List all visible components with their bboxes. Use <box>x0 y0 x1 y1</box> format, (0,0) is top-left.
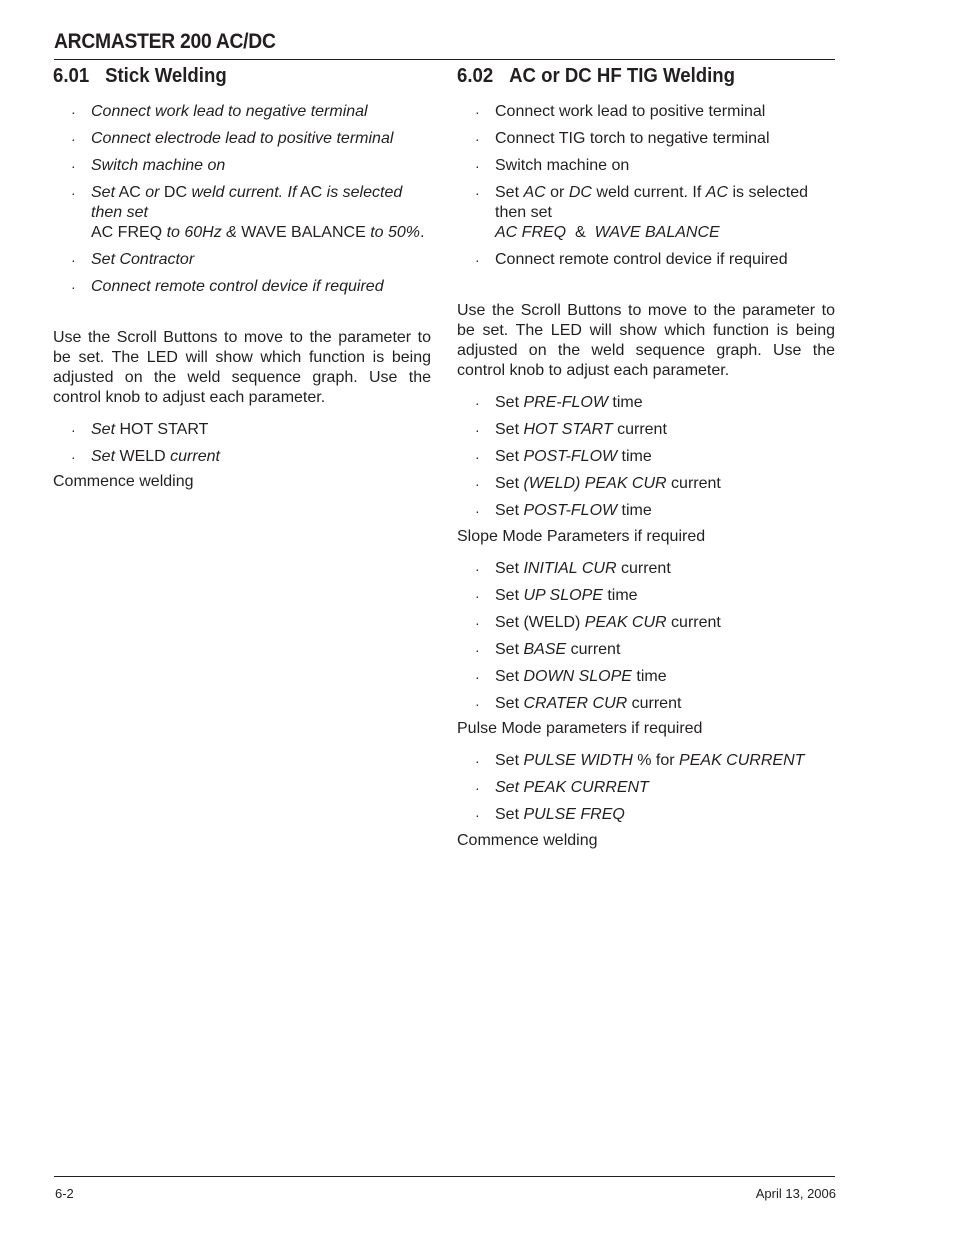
bullet: · <box>71 131 76 147</box>
list-item: · Switch machine on <box>475 157 630 174</box>
bullet: · <box>71 158 76 174</box>
section-title: AC or DC HF TIG Welding <box>509 65 736 87</box>
header-title: ARCMASTER 200 AC/DC <box>54 30 276 53</box>
list-item: · Set POST-FLOW time <box>475 502 652 519</box>
parameter-steps <box>457 393 835 521</box>
bullet: · <box>475 561 480 577</box>
instruction-paragraph: Use the Scroll Buttons to move to the parameter to be set. The LED will show which function is being adjusted on the weld sequence graph. Use the control knob to adjust each parameter. <box>53 329 431 406</box>
bullet: · <box>71 185 76 201</box>
section-tig-welding <box>457 62 835 851</box>
bullet: · <box>71 104 76 120</box>
list-item: · Set PULSE WIDTH % for PEAK CURRENT <box>475 752 805 769</box>
bullet: · <box>475 185 480 201</box>
bullet: · <box>475 395 480 411</box>
bullet: · <box>475 588 480 604</box>
setup-steps <box>457 102 835 270</box>
list-item: · Connect TIG torch to negative terminal <box>475 130 770 147</box>
section-stick-welding <box>53 62 431 492</box>
bullet: · <box>71 279 76 295</box>
bullet: · <box>475 642 480 658</box>
footer-rule <box>54 1176 835 1177</box>
pulse-mode-label: Pulse Mode parameters if required <box>457 720 703 737</box>
setup-steps <box>53 102 431 297</box>
list-item: · Set INITIAL CUR current <box>475 560 671 577</box>
page-number: 6-2 <box>55 1186 74 1201</box>
header-rule <box>54 59 835 60</box>
bullet: · <box>475 131 480 147</box>
bullet: · <box>475 753 480 769</box>
list-item: · Set DOWN SLOPE time <box>475 668 667 685</box>
list-item: · Connect remote control device if required <box>475 251 788 268</box>
bullet: · <box>71 449 76 465</box>
bullet: · <box>475 696 480 712</box>
bullet: · <box>71 252 76 268</box>
instruction-paragraph: Use the Scroll Buttons to move to the parameter to be set. The LED will show which function is being adjusted on the weld sequence graph. Use the control knob to adjust each parameter. <box>457 302 835 379</box>
list-item: · Set Contractor <box>71 251 195 268</box>
list-item: · Set HOT START current <box>475 421 667 438</box>
list-item: · Connect work lead to negative terminal <box>71 103 368 120</box>
list-item: · Set HOT START <box>71 421 209 438</box>
bullet: · <box>475 104 480 120</box>
bullet: · <box>475 449 480 465</box>
section-title: Stick Welding <box>105 65 227 87</box>
commence-text: Commence welding <box>53 473 194 490</box>
bullet: · <box>71 422 76 438</box>
list-item: · Set PRE-FLOW time <box>475 394 643 411</box>
list-item: · Set (WELD) PEAK CUR current <box>475 614 721 631</box>
commence-text: Commence welding <box>457 832 598 849</box>
list-item: · Set PULSE FREQ <box>475 806 625 823</box>
bullet: · <box>475 252 480 268</box>
list-item: · Connect electrode lead to positive terminal <box>71 130 394 147</box>
list-item: · Set AC or DC weld current. If AC is selected then set AC FREQ & WAVE BALANCE <box>475 184 809 241</box>
bullet: · <box>475 669 480 685</box>
section-number: 6.01 <box>53 65 90 87</box>
bullet: · <box>475 503 480 519</box>
bullet: · <box>475 615 480 631</box>
parameter-steps <box>53 420 431 467</box>
section-heading <box>457 62 809 90</box>
section-number: 6.02 <box>457 65 494 87</box>
slope-mode-steps <box>457 559 835 714</box>
list-item: · Set (WELD) PEAK CUR current <box>475 475 721 492</box>
bullet: · <box>475 780 480 796</box>
section-heading <box>53 62 405 90</box>
list-item: · Set PEAK CURRENT <box>475 779 649 796</box>
footer-date: April 13, 2006 <box>755 1186 836 1201</box>
list-item: · Set BASE current <box>475 641 621 658</box>
pulse-mode-steps <box>457 751 835 825</box>
bullet: · <box>475 422 480 438</box>
list-item: · Set UP SLOPE time <box>475 587 638 604</box>
bullet: · <box>475 807 480 823</box>
bullet: · <box>475 476 480 492</box>
list-item: · Set CRATER CUR current <box>475 695 682 712</box>
list-item: · Connect work lead to positive terminal <box>475 103 766 120</box>
list-item: · Set AC or DC weld current. If AC is selected then set AC FREQ to 60Hz & WAVE BALANCE to 50%. <box>71 184 425 241</box>
slope-mode-label: Slope Mode Parameters if required <box>457 528 706 545</box>
list-item: · Set WELD current <box>71 448 220 465</box>
list-item: · Set POST-FLOW time <box>475 448 652 465</box>
list-item: · Connect remote control device if required <box>71 278 384 295</box>
bullet: · <box>475 158 480 174</box>
list-item: · Switch machine on <box>71 157 226 174</box>
